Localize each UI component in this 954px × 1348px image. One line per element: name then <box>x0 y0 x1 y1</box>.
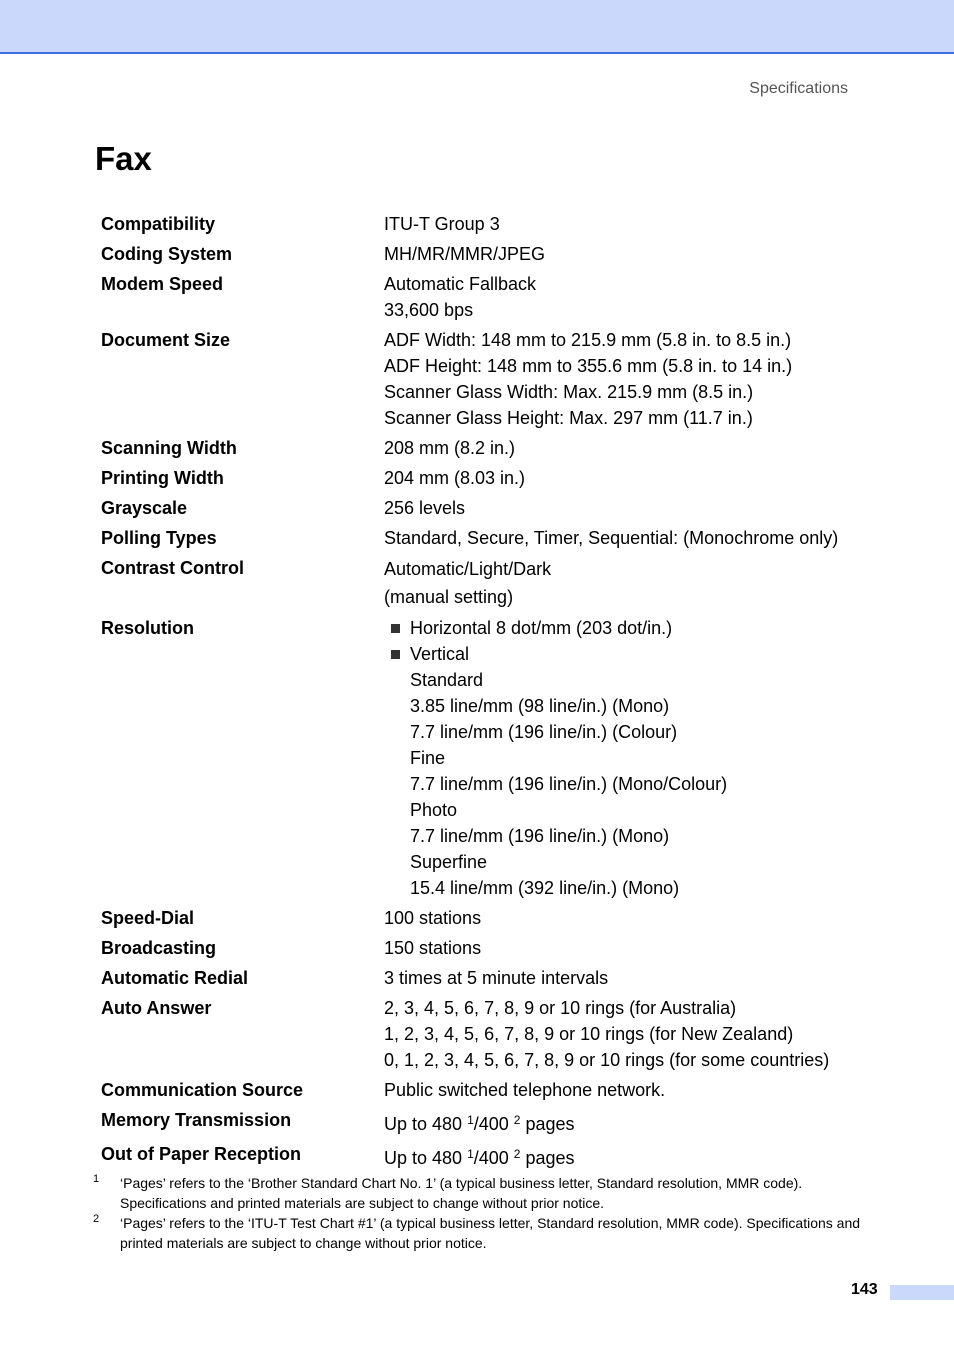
spec-value: 208 mm (8.2 in.) <box>384 438 516 458</box>
spec-line: 1, 2, 3, 4, 5, 6, 7, 8, 9 or 10 rings (for New Zealand) <box>384 1024 794 1044</box>
spec-value: Public switched telephone network. <box>384 1080 666 1100</box>
spec-row-modem-speed <box>101 271 871 323</box>
spec-row-auto-answer <box>101 995 871 1073</box>
spec-value: 150 stations <box>384 938 482 958</box>
spec-line: 33,600 bps <box>384 300 474 320</box>
spec-line: Photo <box>410 800 458 820</box>
spec-value <box>384 327 871 431</box>
page-title: Fax <box>95 140 152 177</box>
spec-line: (manual setting) <box>384 587 514 607</box>
footnote-ref: 1 <box>467 1147 474 1161</box>
page-tab <box>890 1285 954 1300</box>
footnote-ref: 2 <box>513 1113 521 1127</box>
spec-label: Broadcasting <box>101 938 217 958</box>
spec-row-document-size <box>101 327 871 431</box>
footnotes <box>93 1173 883 1253</box>
spec-label: Out of Paper Reception <box>101 1144 302 1164</box>
spec-label: Contrast Control <box>101 558 244 578</box>
spec-label: Polling Types <box>101 528 217 548</box>
spec-line: Scanner Glass Width: Max. 215.9 mm (8.5 in.) <box>384 382 754 402</box>
spec-line: Scanner Glass Height: Max. 297 mm (11.7 in.) <box>384 408 753 428</box>
spec-value: Standard, Secure, Timer, Sequential: (Monochrome only) <box>384 528 839 548</box>
spec-value: 100 stations <box>384 908 482 928</box>
spec-value: 204 mm (8.03 in.) <box>384 468 526 488</box>
footnote-ref: 1 <box>467 1113 474 1127</box>
value-text: Up to 480 <box>384 1114 468 1134</box>
spec-line: Superfine <box>410 852 488 872</box>
list-item <box>384 615 871 641</box>
spec-value: MH/MR/MMR/JPEG <box>384 244 545 264</box>
spec-line: Fine <box>410 748 446 768</box>
footnote <box>93 1173 883 1213</box>
spec-line: 7.7 line/mm (196 line/in.) (Colour) <box>410 722 678 742</box>
spec-value: ITU-T Group 3 <box>384 214 500 234</box>
spec-value: 3 times at 5 minute intervals <box>384 968 609 988</box>
list-item <box>384 641 871 667</box>
spec-value <box>384 1141 871 1171</box>
spec-label: Speed-Dial <box>101 908 195 928</box>
spec-value: 256 levels <box>384 498 466 518</box>
spec-row-contrast-control <box>101 555 871 611</box>
spec-label: Scanning Width <box>101 438 237 458</box>
spec-value <box>384 555 871 611</box>
spec-line: Vertical <box>410 644 470 664</box>
value-text: /400 <box>473 1114 514 1134</box>
footnote-ref: 2 <box>513 1147 521 1161</box>
spec-value <box>384 1107 871 1137</box>
spec-row-automatic-redial <box>101 965 871 991</box>
spec-value <box>384 995 871 1073</box>
spec-line: Automatic/Light/Dark <box>384 559 552 579</box>
spec-label: Printing Width <box>101 468 224 488</box>
spec-label: Communication Source <box>101 1080 304 1100</box>
spec-label: Document Size <box>101 330 231 350</box>
spec-line: 0, 1, 2, 3, 4, 5, 6, 7, 8, 9 or 10 rings (for some countries) <box>384 1050 830 1070</box>
spec-label: Resolution <box>101 618 194 638</box>
spec-table <box>101 211 871 1171</box>
spec-line: ADF Width: 148 mm to 215.9 mm (5.8 in. to 8.5 in.) <box>384 330 792 350</box>
spec-value <box>384 271 871 323</box>
header-band <box>0 0 954 54</box>
spec-row-broadcasting <box>101 935 871 961</box>
spec-row-out-of-paper-reception <box>101 1141 871 1171</box>
spec-label: Coding System <box>101 244 233 264</box>
spec-row-speed-dial <box>101 905 871 931</box>
spec-line: 7.7 line/mm (196 line/in.) (Mono/Colour) <box>410 774 728 794</box>
spec-row-resolution <box>101 615 871 901</box>
spec-line: Horizontal 8 dot/mm (203 dot/in.) <box>410 618 673 638</box>
spec-label: Automatic Redial <box>101 968 249 988</box>
spec-row-printing-width <box>101 465 871 491</box>
spec-line: 3.85 line/mm (98 line/in.) (Mono) <box>410 696 670 716</box>
spec-line: ADF Height: 148 mm to 355.6 mm (5.8 in. to 14 in.) <box>384 356 793 376</box>
spec-row-communication-source <box>101 1077 871 1103</box>
spec-row-grayscale <box>101 495 871 521</box>
spec-line: Automatic Fallback <box>384 274 537 294</box>
spec-label: Grayscale <box>101 498 188 518</box>
footnote-text: ‘Pages’ refers to the ‘Brother Standard Chart No. 1’ (a typical business letter, Standard resolution, MMR code). Specifications and printed materials are subject to change without prior notice. <box>120 1175 803 1211</box>
spec-line: 7.7 line/mm (196 line/in.) (Mono) <box>410 826 670 846</box>
footnote <box>93 1213 883 1253</box>
spec-row-polling-types <box>101 525 871 551</box>
spec-label: Auto Answer <box>101 998 212 1018</box>
spec-row-compatibility <box>101 211 871 237</box>
value-text: Up to 480 <box>384 1148 468 1168</box>
spec-line: Standard <box>410 670 484 690</box>
spec-row-memory-transmission <box>101 1107 871 1137</box>
spec-line: 15.4 line/mm (392 line/in.) (Mono) <box>410 878 680 898</box>
value-text: pages <box>520 1148 575 1168</box>
value-text: pages <box>520 1114 575 1134</box>
spec-label: Modem Speed <box>101 274 224 294</box>
footnote-number: 2 <box>93 1213 100 1225</box>
running-head: Specifications <box>749 80 848 97</box>
footnote-number: 1 <box>93 1173 100 1185</box>
spec-row-coding-system <box>101 241 871 267</box>
square-bullet-icon <box>391 650 400 659</box>
square-bullet-icon <box>391 624 400 633</box>
spec-value <box>384 615 871 901</box>
value-text: /400 <box>473 1148 514 1168</box>
spec-label: Compatibility <box>101 214 216 234</box>
spec-line: 2, 3, 4, 5, 6, 7, 8, 9 or 10 rings (for Australia) <box>384 998 737 1018</box>
footnote-text: ‘Pages’ refers to the ‘ITU-T Test Chart #1’ (a typical business letter, Standard resolution, MMR code). Specifications and printed materials are subject to change without prior notice. <box>120 1215 861 1251</box>
spec-label: Memory Transmission <box>101 1110 292 1130</box>
page-number: 143 <box>851 1281 878 1298</box>
spec-row-scanning-width <box>101 435 871 461</box>
